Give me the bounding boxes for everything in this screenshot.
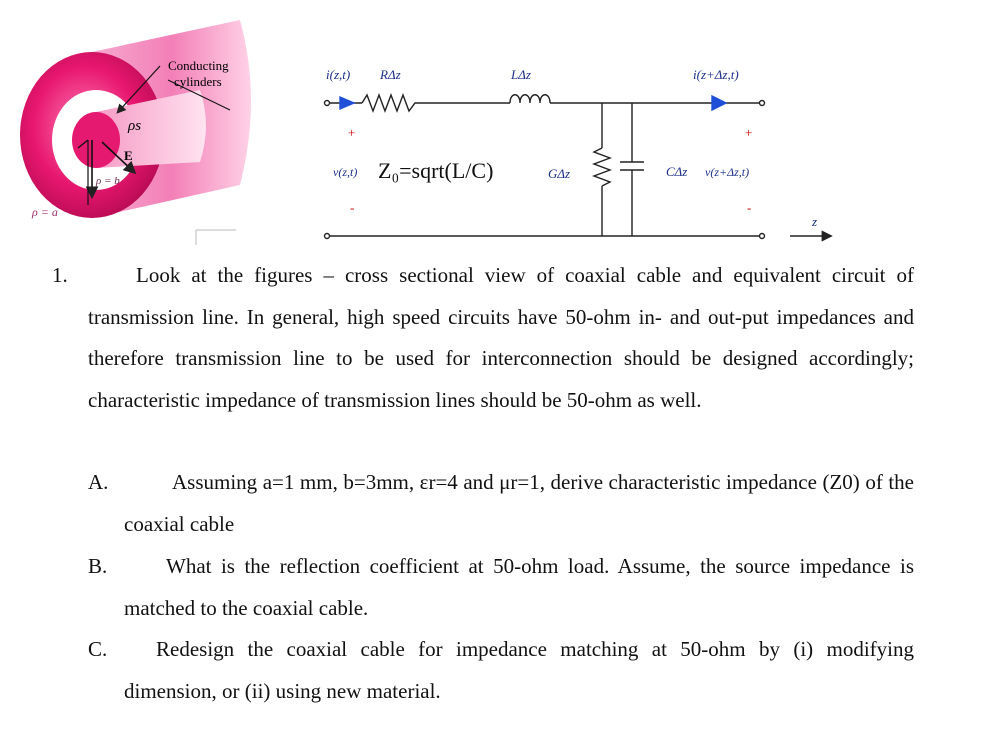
conductance-label: GΔz [548,166,571,181]
outer-radius-label: ρ = a [32,205,58,219]
part-c-content: Redesign the coaxial cable for impedance matching at 50-ohm by (i) modifying dimension, or (ii) using new material. [124,637,914,703]
output-terminal-bottom [760,234,765,239]
question-text-content: Look at the figures – cross sectional view of coaxial cable and equivalent circuit of transmission line. In general, high speed circuits have 50-ohm in- and out-put impedances and therefore transmission line to be used for interconnection should be designed accordingly; characteristic impedance of transmission lines should be 50-ohm as well. [88,263,914,412]
current-out-label: i(z+Δz,t) [693,67,739,82]
conductance-symbol [594,148,610,186]
part-a-letter: A. [88,470,109,494]
voltage-in-label: v(z,t) [333,165,358,179]
voltage-out-label: v(z+Δz,t) [705,165,750,179]
part-c-letter: C. [88,637,108,661]
part-c-text [124,629,914,712]
minus-left: - [350,200,355,215]
question-number: 1. [52,263,68,287]
resistor-symbol [362,95,430,111]
inductor-symbol [510,95,550,103]
capacitance-label: CΔz [666,164,688,179]
current-in-label: i(z,t) [326,67,351,82]
input-terminal-bottom [325,234,330,239]
z-axis-label: z [812,214,818,229]
figures-area [0,0,982,255]
current-in-arrow [340,97,354,109]
inner-radius-label: ρ = b [96,175,120,187]
question-text [88,255,914,421]
part-b-letter: B. [88,554,108,578]
coax-cable-illustration [20,20,251,245]
part-a-text [124,462,914,545]
rho-s-label: ρs [128,118,142,134]
plus-right: + [745,125,753,140]
output-terminal-top [760,101,765,106]
part-b-text [124,546,914,629]
plus-left: + [348,125,356,140]
inductor-label: LΔz [511,67,531,82]
coax-inner-conductor [72,112,120,168]
current-out-arrow [712,96,726,110]
impedance-formula: Z₀=sqrt(L/C) [378,158,494,183]
input-terminal-top [325,101,330,106]
circuit-labels [326,67,817,229]
part-a-content: Assuming a=1 mm, b=3mm, εr=4 and μr=1, derive characteristic impedance (Z0) of the coaxial cable [124,470,914,536]
resistor-label: RΔz [380,67,401,82]
part-b-content: What is the reflection coefficient at 50-ohm load. Assume, the source impedance is matched to the coaxial cable. [124,554,914,620]
coax-callout-label-2: cylinders [174,74,222,89]
coax-callout-label-1: Conducting [168,58,229,73]
minus-right: - [747,200,752,215]
e-field-label: E [124,148,133,163]
